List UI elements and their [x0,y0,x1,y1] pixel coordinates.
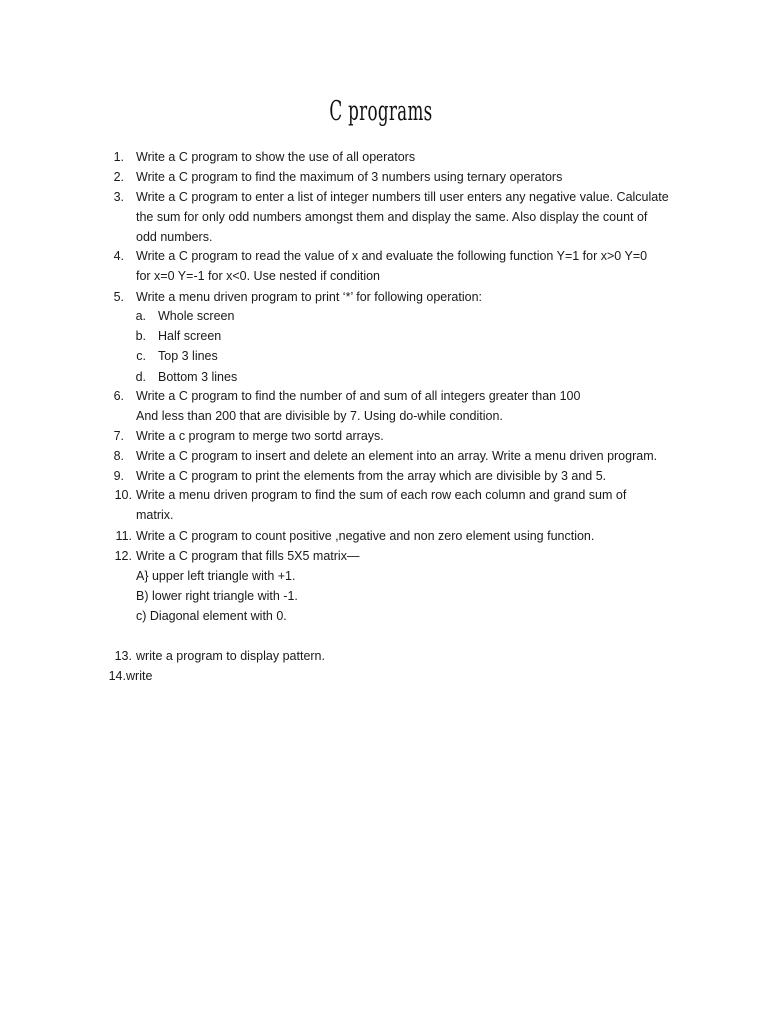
list-item-text: A} upper left triangle with +1. [136,569,296,583]
list-item-number: 10. [114,488,132,502]
list-item-number: 2. [113,170,124,184]
list-item-text: Write a C program to find the number of and sum of all integers greater than 100 [136,389,581,403]
list-item-text: Write a menu driven program to print ‘*’ for following operation: [136,290,482,304]
list-item-text: Write a C program to print the elements from the array which are divisible by 3 and 5. [136,469,607,483]
list-item-text: for x=0 Y=-1 for x<0. Use nested if condition [136,269,381,283]
list-item-text: Write a C program to show the use of all operators [136,150,416,164]
list-item-number: a. [135,309,146,323]
list-item-number: d. [135,370,146,384]
list-item-number: c. [136,349,146,363]
list-item-text: Write a C program to count positive ,negative and non zero element using function. [136,529,595,543]
list-item-text: Write a C program to read the value of x and evaluate the following function Y=1 for x>0 Y=0 [136,249,648,263]
list-item-text: And less than 200 that are divisible by 7. Using do-while condition. [136,409,503,423]
list-item-text: Top 3 lines [158,349,218,363]
list-item-text: Write a C program to insert and delete an element into an array. Write a menu driven program. [136,449,658,463]
list-item-number: 3. [113,190,124,204]
list-item-text: write [126,669,153,683]
list-item-number: 13. [114,649,132,663]
list-item-number: 6. [113,389,124,403]
list-item-number: 7. [113,429,124,443]
list-item-number: 8. [113,449,124,463]
list-item-text: Write a C program that fills 5X5 matrix— [136,549,360,563]
list-item-text: matrix. [136,508,174,522]
list-item-text: the sum for only odd numbers amongst them and display the same. Also display the count of [136,210,648,224]
list-item-text: Write a C program to find the maximum of 3 numbers using ternary operators [136,170,563,184]
list-item-text: write a program to display pattern. [136,649,325,663]
list-item-number: 14. [108,669,126,683]
list-item-text: Half screen [158,329,222,343]
list-item-text: Write a menu driven program to find the sum of each row each column and grand sum of [136,488,627,502]
list-item-number: 11. [115,529,132,543]
list-item-text: B) lower right triangle with -1. [136,589,298,603]
list-item-text: c) Diagonal element with 0. [136,609,287,623]
list-item-text: Whole screen [158,309,235,323]
list-item-number: b. [135,329,146,343]
list-item-text: odd numbers. [136,230,213,244]
list-item-number: 1. [113,150,124,164]
list-item-number: 9. [113,469,124,483]
list-item-number: 5. [113,290,124,304]
list-item-text: Write a c program to merge two sortd arrays. [136,429,384,443]
page-title: C programs [329,96,433,127]
list-item-number: 12. [114,549,132,563]
list-item-text: Bottom 3 lines [158,370,238,384]
list-item-text: Write a C program to enter a list of integer numbers till user enters any negative value. Calculate [136,190,669,204]
list-item-number: 4. [113,249,124,263]
